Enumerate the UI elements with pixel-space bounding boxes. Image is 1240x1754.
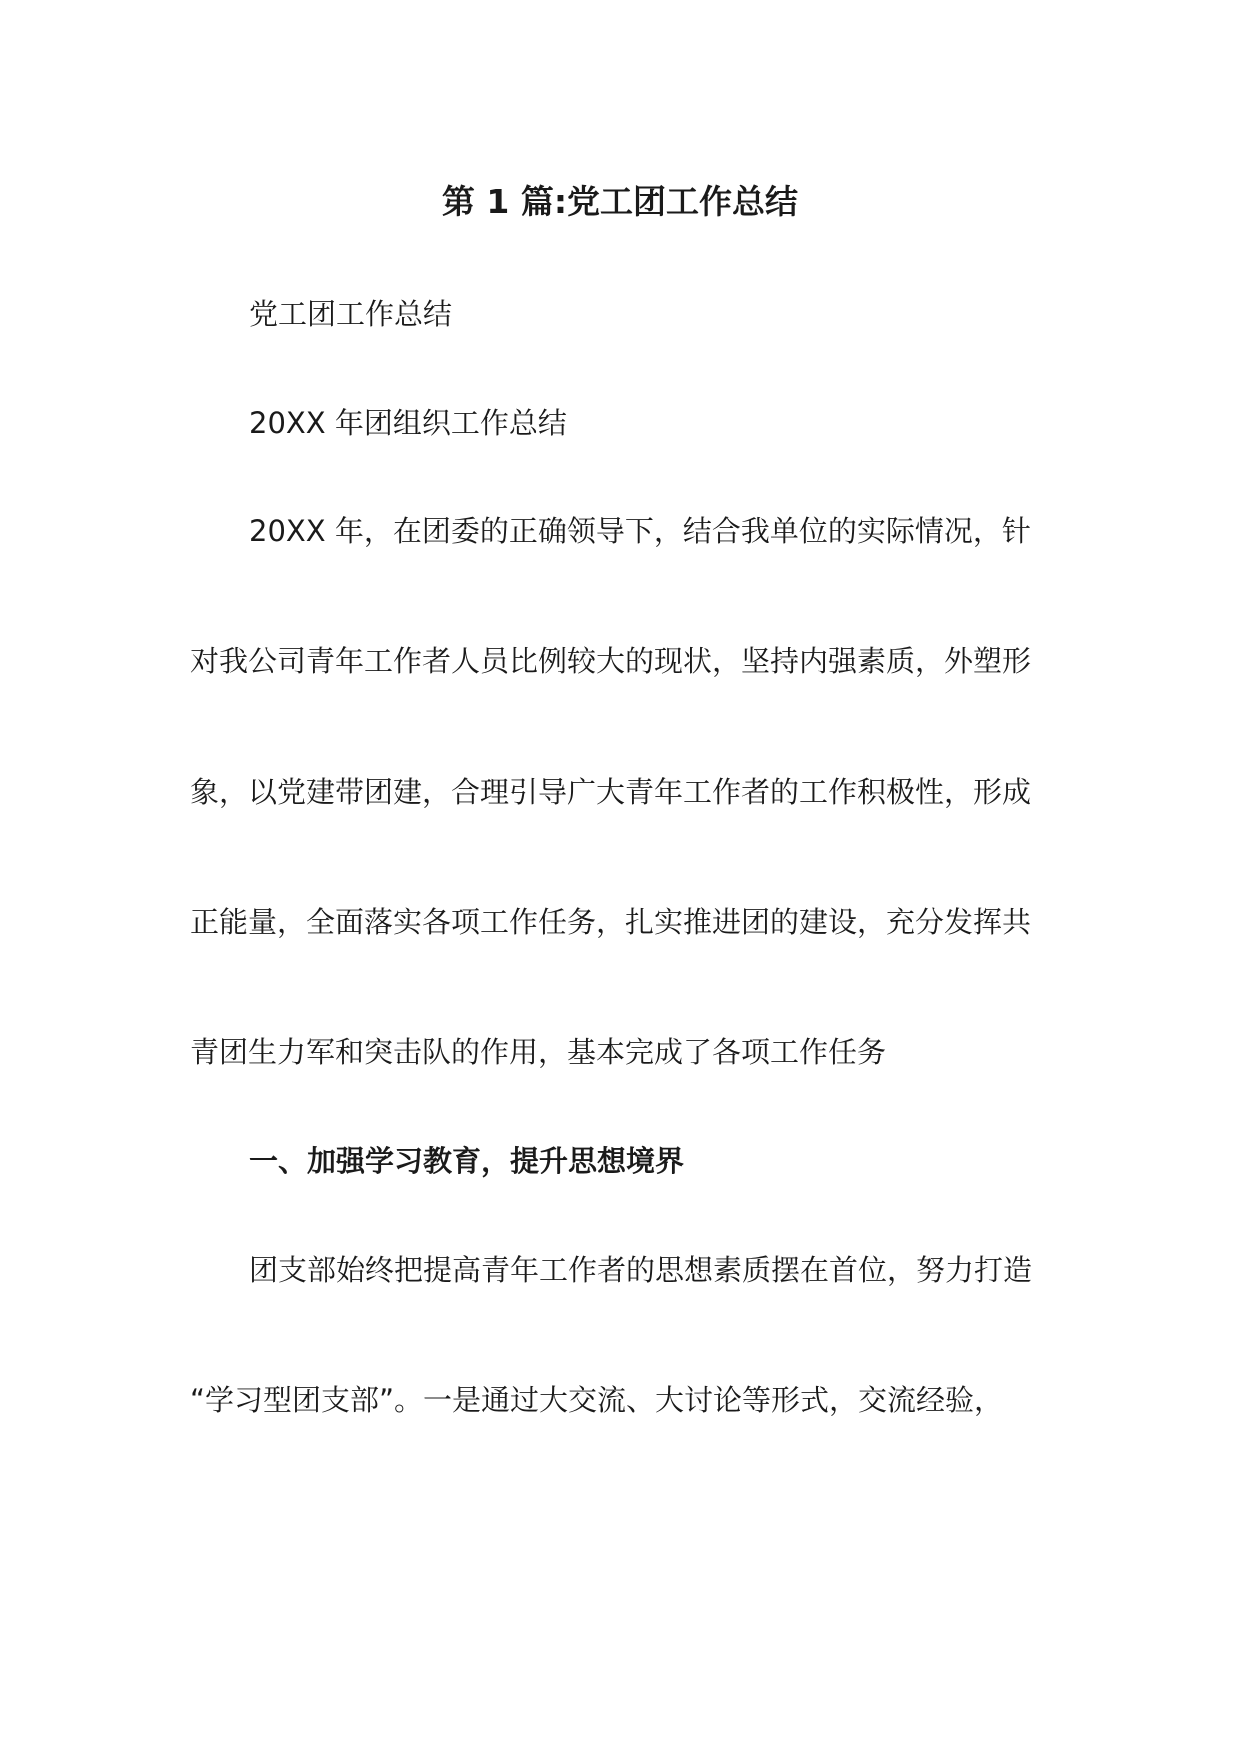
document-title: 第 1 篇:党工团工作总结 (441, 182, 799, 221)
paragraph-1-line-1: 20XX 年，在团委的正确领导下，结合我单位的实际情况，针 (249, 514, 1031, 548)
paragraph-1-line-4: 正能量，全面落实各项工作任务，扎实推进团的建设，充分发挥共 (190, 905, 1032, 939)
paragraph-2-line-2: “学习型团支部”。一是通过大交流、大讨论等形式，交流经验， (190, 1383, 1004, 1417)
subtitle-annual-summary: 20XX 年团组织工作总结 (249, 406, 567, 440)
paragraph-1-line-5: 青团生力军和突击队的作用，基本完成了各项工作任务 (190, 1035, 887, 1069)
paragraph-1-line-2: 对我公司青年工作者人员比例较大的现状，坚持内强素质，外塑形 (190, 644, 1032, 678)
section-1-heading: 一、加强学习教育，提升思想境界 (249, 1144, 685, 1178)
paragraph-2-line-1: 团支部始终把提高青年工作者的思想素质摆在首位，努力打造 (249, 1253, 1033, 1287)
subtitle-work-summary: 党工团工作总结 (249, 297, 453, 331)
paragraph-1-line-3: 象，以党建带团建，合理引导广大青年工作者的工作积极性，形成 (190, 775, 1032, 809)
